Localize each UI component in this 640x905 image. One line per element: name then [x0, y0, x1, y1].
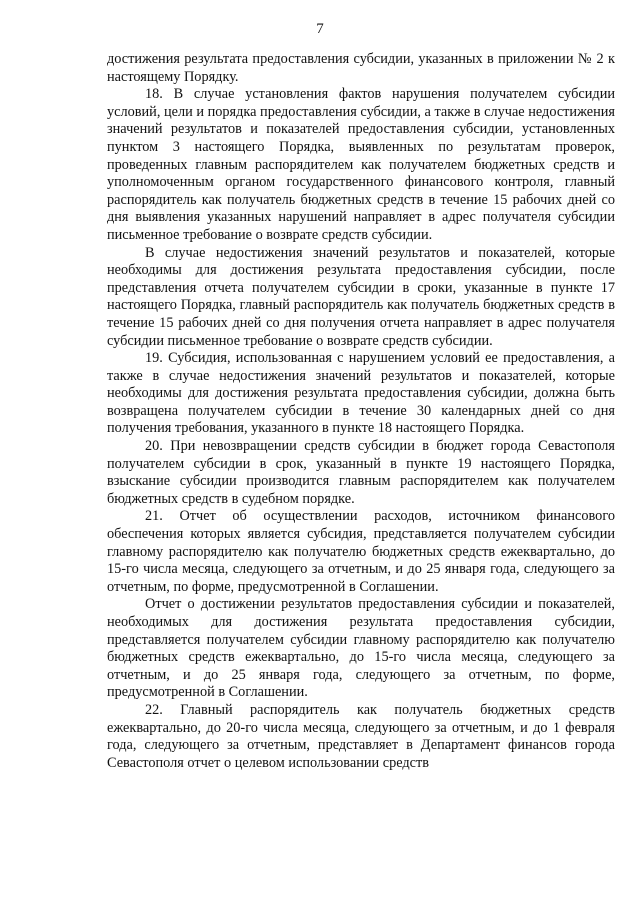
paragraph-item-21-followup: Отчет о достижении результатов предоставления субсидии и показателей, необходимых для достижения результата предоставления субсидии, представляется получателем субсидии главному распорядителю как получателю бюджетных средств ежеквартально, до 15-го числа месяца, следующего за отчетным, и до 25 января года, следующего за отчетным, по форме, предусмотренной в Соглашении.: [107, 596, 615, 701]
paragraph-item-22: 22. Главный распорядитель как получатель бюджетных средств ежеквартально, до 20-го числа месяца, следующего за отчетным, и до 1 февраля года, следующего за отчетным, представляет в Департамент финансов города Севастополя отчет о целевом использовании средств: [107, 701, 615, 771]
paragraph-item-21: 21. Отчет об осуществлении расходов, источником финансового обеспечения которых является субсидия, представляется получателем субсидии главному распорядителю как получателю бюджетных средств ежеквартально, до 15-го числа месяца, следующего за отчетным, и до 25 января года, следующего за отчетным, по форме, предусмотренной в Соглашении.: [107, 508, 615, 595]
paragraph-item-18: 18. В случае установления фактов нарушения получателем субсидии условий, цели и порядка предоставления субсидии, а также в случае недостижения значений результатов и показателей предоставления субсидии, установленных пунктом 3 настоящего Порядка, выявленных по результатам проверок, проведенных главным распорядителем как получателем бюджетных средств и уполномоченным органом государственного финансового контроля, главный распорядитель как получатель бюджетных средств в течение 15 рабочих дней со дня выявления указанных нарушений направляет в адрес получателя субсидии письменное требование о возврате средств субсидии.: [107, 86, 615, 243]
page-number: 7: [316, 21, 324, 37]
paragraph-item-18-followup: В случае недостижения значений результатов и показателей, которые необходимы для достижения результата предоставления субсидии, после представления отчета получателем субсидии в сроки, указанные в пункте 17 настоящего Порядка, главный распорядитель как получатель бюджетных средств в течение 15 рабочих дней со дня получения отчета направляет в адрес получателя субсидии письменное требование о возврате средств субсидии.: [107, 244, 615, 349]
paragraph-item-20: 20. При невозвращении средств субсидии в бюджет города Севастополя получателем субсидии в срок, указанный в пункте 19 настоящего Порядка, взыскание субсидии производится главным распорядителем как получателем бюджетных средств в судебном порядке.: [107, 438, 615, 507]
paragraph-continuation: достижения результата предоставления субсидии, указанных в приложении № 2 к настоящему Порядку.: [107, 51, 615, 85]
paragraph-item-19: 19. Субсидия, использованная с нарушением условий ее предоставления, а также в случае недостижения значений результатов и показателей, которые необходимы для достижения результата предоставления субсидии, должна быть возвращена получателем субсидии в течение 30 календарных дней со дня получения требования, указанного в пункте 18 настоящего Порядка.: [107, 350, 615, 437]
document-body: [107, 51, 615, 772]
